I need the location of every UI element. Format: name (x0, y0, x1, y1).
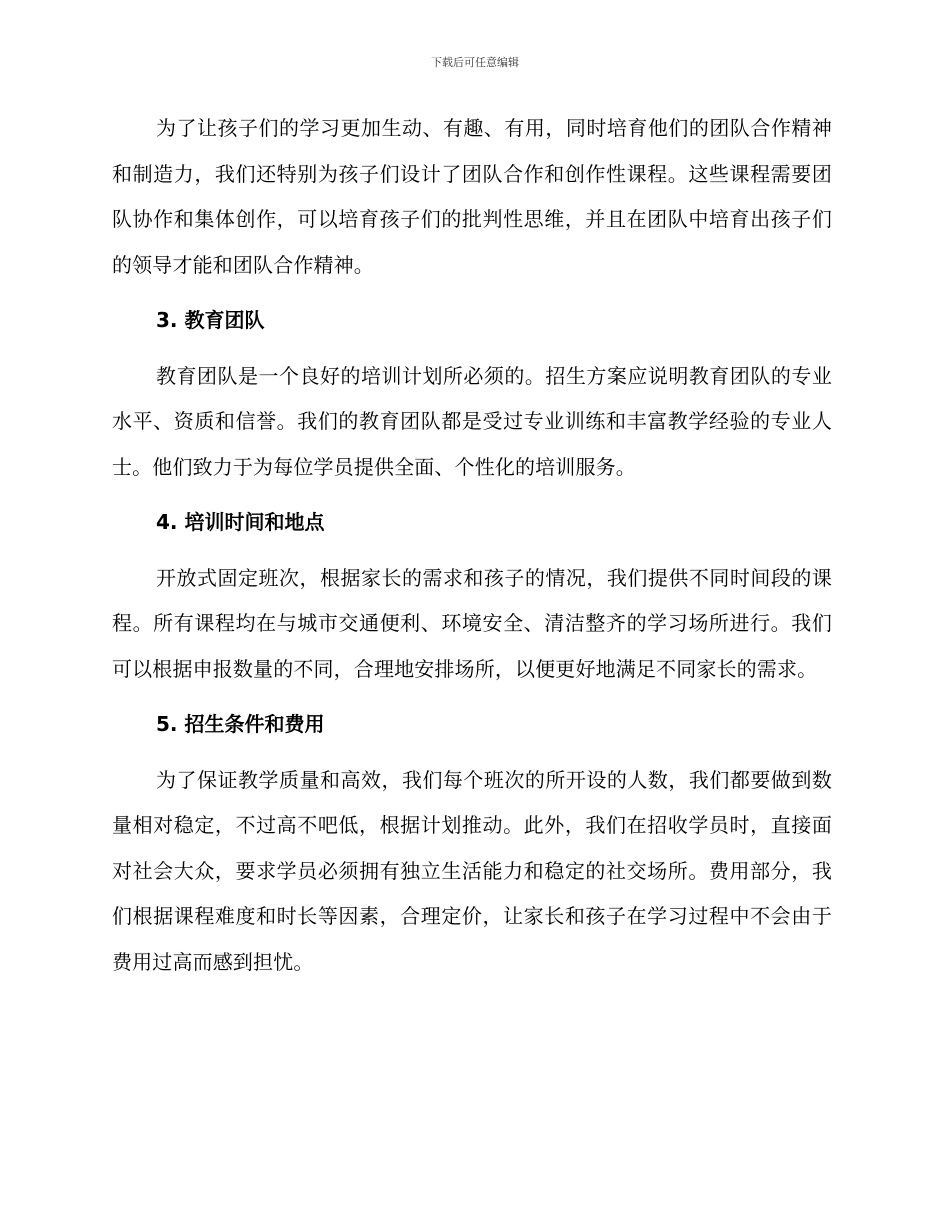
time-location-paragraph: 开放式固定班次，根据家长的需求和孩子的情况，我们提供不同时间段的课程。所有课程均在与城市交通便利、环境安全、清洁整齐的学习场所进行。我们可以根据申报数量的不同，合理地安排场所，以便更好地满足不同家长的需求。 (112, 565, 832, 681)
page-header: 下载后可任意编辑 (431, 56, 519, 69)
section-heading-time-location: 4. 培训时间和地点 (156, 510, 325, 534)
section-heading-enrollment-fees: 5. 招生条件和费用 (156, 712, 325, 736)
document-body (112, 106, 832, 995)
education-team-paragraph: 教育团队是一个良好的培训计划所必须的。招生方案应说明教育团队的专业水平、资质和信誉。我们的教育团队都是受过专业训练和丰富教学经验的专业人士。他们致力于为每位学员提供全面、个性化的培训服务。 (112, 363, 832, 479)
section-heading-education-team: 3. 教育团队 (156, 308, 265, 332)
intro-paragraph: 为了让孩子们的学习更加生动、有趣、有用，同时培育他们的团队合作精神和制造力，我们还特别为孩子们设计了团队合作和创作性课程。这些课程需要团队协作和集体创作，可以培育孩子们的批判性思维，并且在团队中培育出孩子们的领导才能和团队合作精神。 (112, 116, 832, 277)
enrollment-fees-paragraph: 为了保证教学质量和高效，我们每个班次的所开设的人数，我们都要做到数量相对稳定，不过高不吧低，根据计划推动。此外，我们在招收学员时，直接面对社会大众，要求学员必须拥有独立生活能力和稳定的社交场所。费用部分，我们根据课程难度和时长等因素，合理定价，让家长和孩子在学习过程中不会由于费用过高而感到担忧。 (112, 767, 832, 974)
